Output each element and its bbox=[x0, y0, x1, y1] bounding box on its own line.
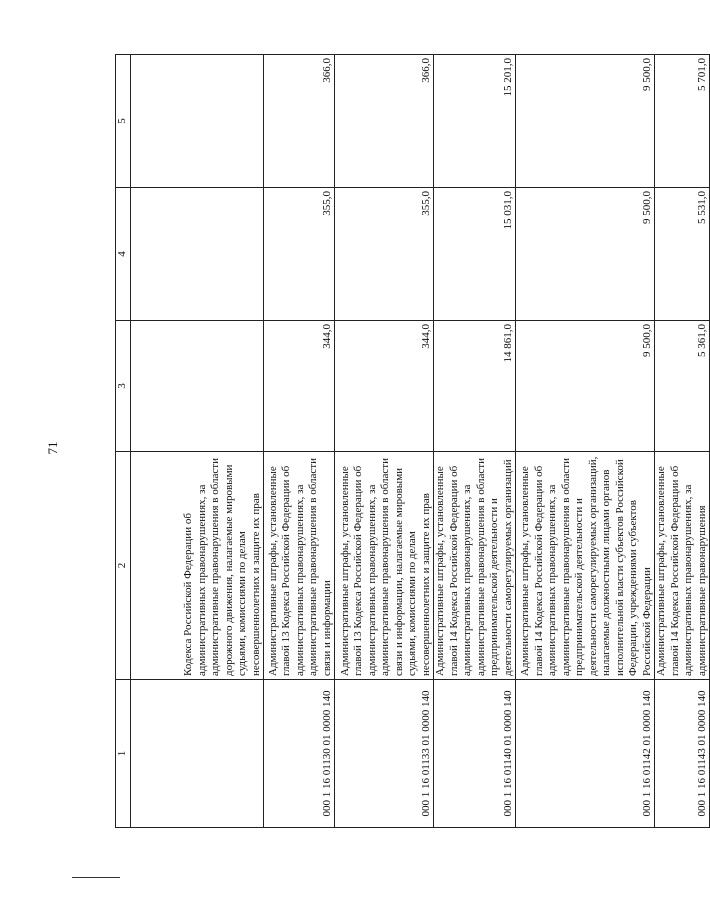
table-row bbox=[516, 55, 655, 828]
row-value-col-5 bbox=[131, 55, 264, 188]
row-code: 000 1 16 01130 01 0000 140 bbox=[264, 680, 335, 828]
row-value-col-5: 9 500,0 bbox=[516, 55, 655, 188]
row-description: Административные штрафы, установленные главой 14 Кодекса Российской Федерации об административных правонарушениях, за административные правонарушения в области предпринимательской деятельности и деятельности саморегулируемых организаций, налагаемые должностными лицами органов исполнительной власти субъектов Российской Федерации, учреждениями субъектов Российской Федерации bbox=[516, 452, 655, 680]
row-value-col-3: 5 361,0 bbox=[655, 321, 710, 452]
row-value-col-4: 355,0 bbox=[264, 188, 335, 321]
row-value-col-3: 9 500,0 bbox=[516, 321, 655, 452]
row-code: 000 1 16 01133 01 0000 140 bbox=[335, 680, 434, 828]
header-col-1: 1 bbox=[116, 680, 131, 828]
row-code: 000 1 16 01140 01 0000 140 bbox=[434, 680, 516, 828]
row-value-col-3 bbox=[131, 321, 264, 452]
table-row bbox=[335, 55, 434, 828]
row-value-col-4: 5 531,0 bbox=[655, 188, 710, 321]
table-rotation-frame bbox=[115, 55, 708, 828]
row-value-col-3: 14 861,0 bbox=[434, 321, 516, 452]
row-code: 000 1 16 01142 01 0000 140 bbox=[516, 680, 655, 828]
row-code: 000 1 16 01143 01 0000 140 bbox=[655, 680, 710, 828]
footer-rule bbox=[72, 877, 120, 878]
row-value-col-4: 355,0 bbox=[335, 188, 434, 321]
row-value-col-4: 9 500,0 bbox=[516, 188, 655, 321]
row-value-col-5: 366,0 bbox=[335, 55, 434, 188]
table-row bbox=[655, 55, 710, 828]
row-code bbox=[131, 680, 264, 828]
row-description: Административные штрафы, установленные главой 13 Кодекса Российской Федерации об административных правонарушениях, за административные правонарушения в области связи и информации bbox=[264, 452, 335, 680]
page-number: 71 bbox=[45, 441, 60, 455]
row-description: Административные штрафы, установленные главой 14 Кодекса Российской Федерации об административных правонарушениях, за административные правонарушения в области предпринимательской деятельности и деятельности саморегулируемых организаций bbox=[434, 452, 516, 680]
row-value-col-5: 15 201,0 bbox=[434, 55, 516, 188]
table-row bbox=[264, 55, 335, 828]
row-value-col-3: 344,0 bbox=[264, 321, 335, 452]
row-description: Административные штрафы, установленные главой 14 Кодекса Российской Федерации об административных правонарушениях, за административные правонарушения bbox=[655, 452, 710, 680]
row-value-col-4: 15 031,0 bbox=[434, 188, 516, 321]
header-col-3: 3 bbox=[116, 321, 131, 452]
header-col-4: 4 bbox=[116, 188, 131, 321]
table-header-row bbox=[116, 55, 131, 828]
header-col-2: 2 bbox=[116, 452, 131, 680]
row-value-col-4 bbox=[131, 188, 264, 321]
header-col-5: 5 bbox=[116, 55, 131, 188]
row-description: Кодекса Российской Федерации об административных правонарушениях, за административные правонарушения в области дорожного движения, налагаемые мировыми судьями, комиссиями по делам несовершеннолетних и защите их прав bbox=[131, 452, 264, 680]
row-value-col-5: 5 701,0 bbox=[655, 55, 710, 188]
table-row bbox=[434, 55, 516, 828]
row-value-col-3: 344,0 bbox=[335, 321, 434, 452]
rotated-table-container bbox=[115, 55, 708, 828]
table-row bbox=[131, 55, 264, 828]
row-value-col-5: 366,0 bbox=[264, 55, 335, 188]
row-description: Административные штрафы, установленные главой 13 Кодекса Российской Федерации об административных правонарушениях, за административные правонарушения в области связи и информации, налагаемые мировыми судьями, комиссиями по делам несовершеннолетних и защите их прав bbox=[335, 452, 434, 680]
revenue-table bbox=[115, 54, 710, 828]
